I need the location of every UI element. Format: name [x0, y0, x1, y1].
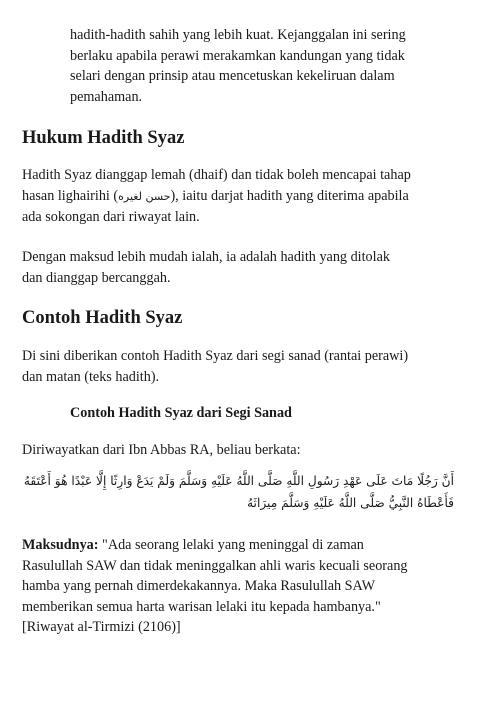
text-line: hadith-hadith sahih yang lebih kuat. Kejanggalan ini sering [70, 27, 406, 43]
text-line: dan matan (teks hadith). [22, 368, 160, 385]
text-line: selari dengan prinsip atau mencetuskan kekeliruan dalam [70, 68, 395, 85]
narration-intro [22, 440, 454, 461]
hukum-paragraph-2 [22, 247, 454, 288]
text-line [22, 186, 454, 208]
intro-paragraph [70, 25, 454, 107]
hukum-paragraph [22, 165, 454, 228]
text-line: ada sokongan dari riwayat lain. [22, 209, 200, 226]
subheading-contoh-sanad: Contoh Hadith Syaz dari Segi Sanad [70, 405, 292, 421]
arabic-line: أَنَّ رَجُلًا مَاتَ عَلَى عَهْدِ رَسُولِ اللَّهِ صَلَّى اللَّهُ عَلَيْهِ وَسَلَّمَ وَلَمْ يَدَعْ وَارِثًا إِلَّا عَبْدًا هُوَ أَعْتَقَهُ [23, 474, 454, 488]
arabic-line: فَأَعْطَاهُ النَّبِيُّ صَلَّى اللَّهُ عَلَيْهِ وَسَلَّمَ مِيرَاثَهُ [247, 496, 454, 510]
text-line: memberikan semua harta warisan lelaki itu kepada hambanya." [22, 598, 381, 615]
text-line: Rasulullah SAW dan tidak meninggalkan ahli waris kecuali seorang [22, 557, 408, 574]
arabic-term: حسن لغيره [118, 189, 171, 203]
text-line: dan dianggap bercanggah. [22, 269, 171, 286]
meaning-paragraph [22, 535, 454, 638]
text-line: Diriwayatkan dari Ibn Abbas RA, beliau berkata: [22, 442, 301, 458]
text-fragment: ), iaitu darjat hadith yang diterima apabila [170, 187, 409, 204]
text-line [22, 535, 454, 556]
text-line: berlaku apabila perawi merakamkan kandungan yang tidak [70, 47, 405, 64]
text-fragment: "Ada seorang lelaki yang meninggal di zaman [98, 537, 364, 553]
heading-contoh-hadith-syaz: Contoh Hadith Syaz [22, 308, 183, 328]
text-line: Hadith Syaz dianggap lemah (dhaif) dan tidak boleh mencapai tahap [22, 167, 411, 183]
text-line: pemahaman. [70, 88, 143, 105]
text-fragment: hasan lighairihi ( [22, 187, 119, 204]
text-line: hamba yang pernah dimerdekakannya. Maka Rasulullah SAW [22, 578, 376, 595]
text-line: Di sini diberikan contoh Hadith Syaz dari segi sanad (rantai perawi) [22, 348, 409, 364]
arabic-hadith-text [22, 470, 454, 514]
heading-hukum-hadith-syaz: Hukum Hadith Syaz [22, 128, 185, 148]
meaning-label: Maksudnya: [22, 537, 99, 553]
contoh-paragraph [22, 346, 454, 387]
text-line: Dengan maksud lebih mudah ialah, ia adalah hadith yang ditolak [22, 249, 390, 265]
citation-line: [Riwayat al-Tirmizi (2106)] [22, 619, 181, 636]
